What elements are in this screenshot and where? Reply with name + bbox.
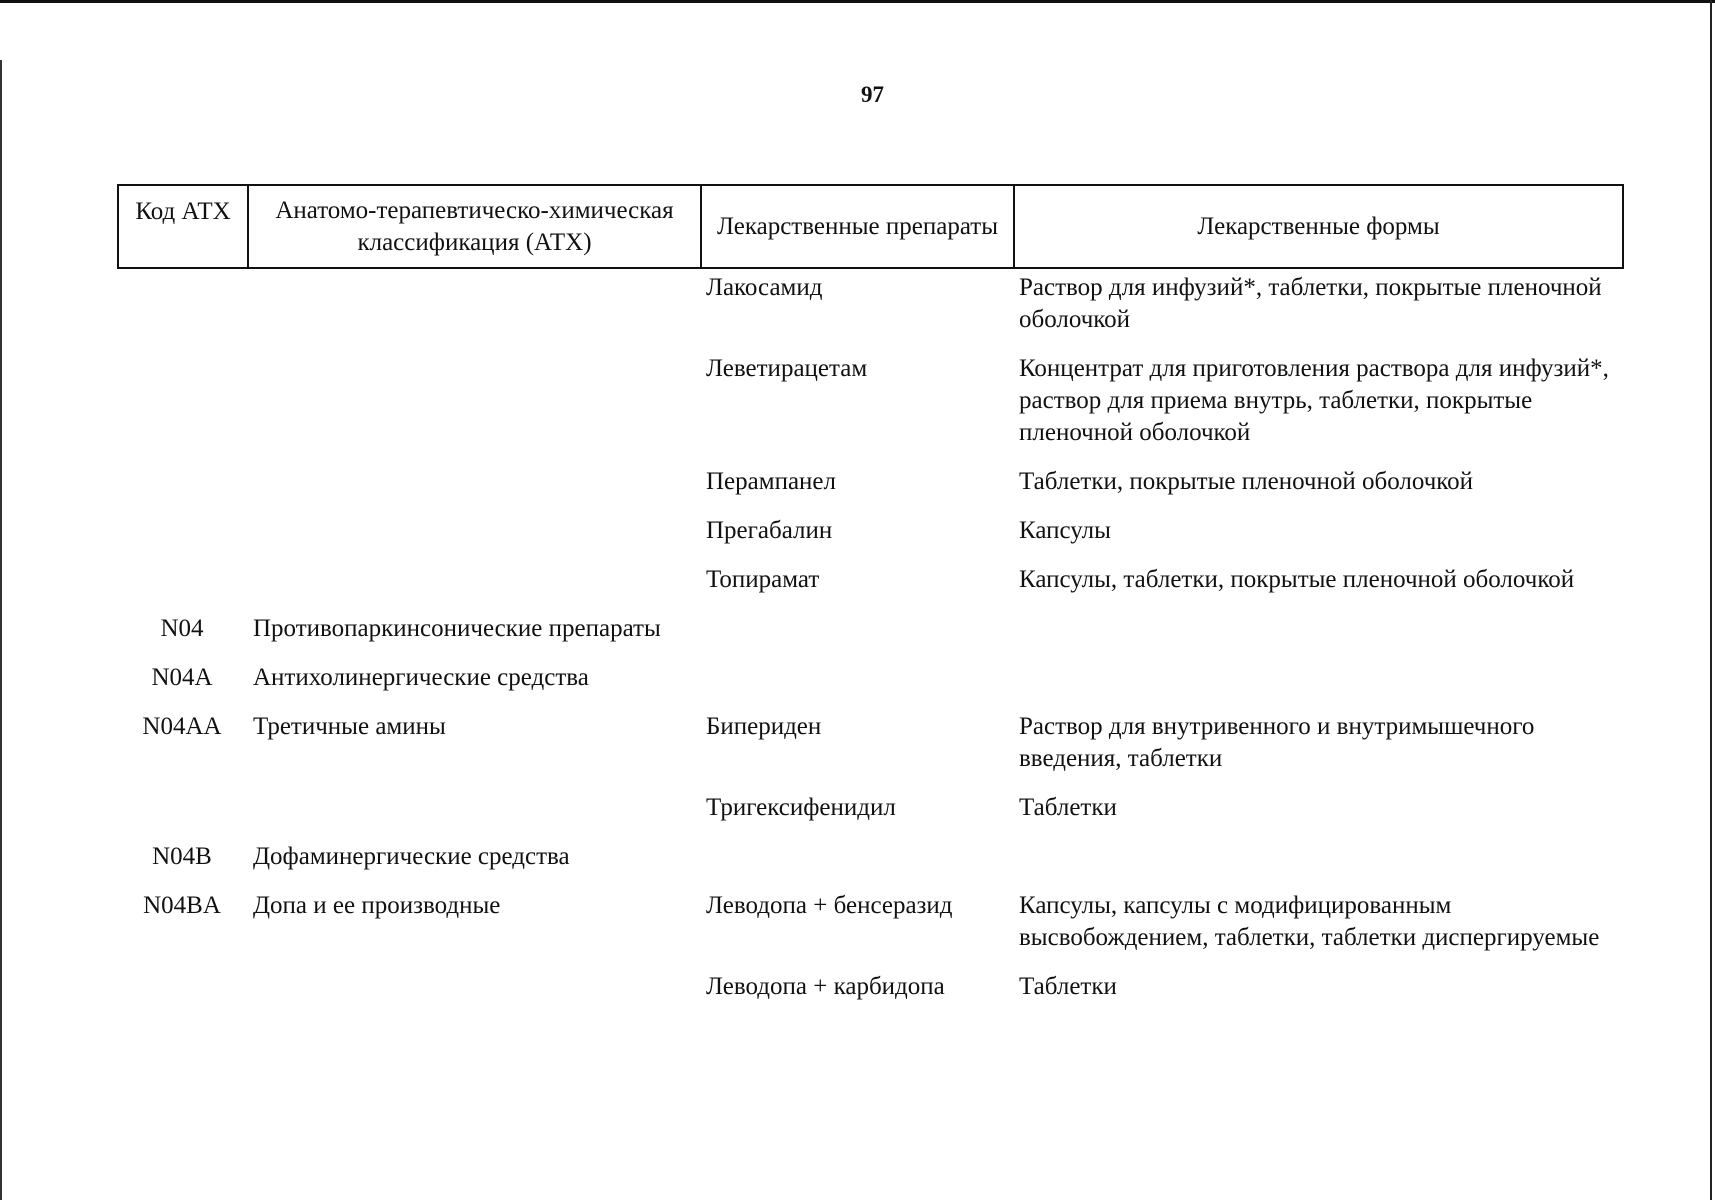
row-drug — [700, 662, 1013, 694]
row-code — [117, 564, 247, 596]
row-drug: Леветирацетам — [706, 355, 868, 382]
row-atc — [247, 272, 700, 336]
row-code: N04B — [152, 843, 212, 870]
row-code — [117, 272, 247, 336]
row-form: Капсулы, таблетки, покрытые пленочной оболочкой — [1019, 566, 1575, 593]
right-border-line — [1710, 0, 1712, 1200]
table-row — [117, 711, 1624, 775]
row-code — [117, 515, 247, 547]
header-dosage-forms: Лекарственные формы — [1197, 212, 1440, 240]
table-header — [117, 184, 1624, 269]
row-atc: Третичные амины — [253, 713, 446, 740]
row-atc: Антихолинергические средства — [253, 664, 589, 691]
row-code: N04A — [151, 664, 213, 691]
row-drug: Леводопа + карбидопа — [706, 973, 945, 1000]
row-drug — [700, 613, 1013, 645]
row-drug: Леводопа + бенсеразид — [706, 892, 953, 919]
table-row — [117, 515, 1624, 547]
table-row — [117, 272, 1624, 336]
row-atc — [247, 564, 700, 596]
page-number: 97 — [861, 82, 884, 107]
row-atc — [247, 971, 700, 1003]
row-code — [117, 971, 247, 1003]
row-form: Раствор для инфузий*, таблетки, покрытые пленочной оболочкой — [1019, 274, 1602, 333]
row-code — [117, 466, 247, 498]
row-form — [1013, 841, 1624, 873]
table-row — [117, 613, 1624, 645]
row-atc — [247, 466, 700, 498]
row-form: Таблетки, покрытые пленочной оболочкой — [1019, 468, 1474, 495]
row-drug: Тригексифенидил — [706, 794, 896, 821]
table-row — [117, 792, 1624, 824]
row-form — [1013, 613, 1624, 645]
row-code: N04 — [160, 615, 204, 642]
table-row — [117, 353, 1624, 449]
row-atc — [247, 792, 700, 824]
top-border-line — [0, 0, 1715, 3]
table-row — [117, 662, 1624, 694]
row-form: Концентрат для приготовления раствора для инфузий*, раствор для приема внутрь, таблетки, покрытые пленочной оболочкой — [1019, 355, 1609, 446]
row-form: Капсулы, капсулы с модифицированным высвобождением, таблетки, таблетки диспергируемые — [1019, 892, 1600, 951]
row-form: Таблетки — [1019, 973, 1117, 1000]
row-atc: Дофаминергические средства — [253, 843, 570, 870]
row-code — [117, 792, 247, 824]
header-drugs: Лекарственные препараты — [702, 186, 1015, 267]
row-drug: Перампанел — [706, 468, 836, 495]
row-form: Раствор для внутривенного и внутримышечного введения, таблетки — [1019, 713, 1535, 772]
row-code: N04AA — [142, 713, 222, 740]
row-atc: Противопаркинсонические препараты — [253, 615, 661, 642]
table-row — [117, 564, 1624, 596]
header-code: Код АТХ — [119, 186, 249, 267]
header-atc-classification: Анатомо-терапевтическо-химическая классификация (АТХ) — [249, 186, 702, 267]
table-body — [117, 272, 1624, 1020]
table-row — [117, 466, 1624, 498]
left-border-line — [0, 60, 2, 1200]
table-row — [117, 890, 1624, 954]
row-code: N04BA — [143, 892, 221, 919]
row-atc — [247, 353, 700, 449]
row-drug: Прегабалин — [706, 517, 833, 544]
row-drug — [700, 841, 1013, 873]
row-drug: Бипериден — [706, 713, 822, 740]
row-drug: Лакосамид — [706, 274, 823, 301]
table-row — [117, 841, 1624, 873]
row-form: Таблетки — [1019, 794, 1117, 821]
table-row — [117, 971, 1624, 1003]
row-atc: Допа и ее производные — [253, 892, 501, 919]
row-code — [117, 353, 247, 449]
row-form — [1013, 662, 1624, 694]
row-form: Капсулы — [1019, 517, 1111, 544]
row-atc — [247, 515, 700, 547]
row-drug: Топирамат — [706, 566, 820, 593]
